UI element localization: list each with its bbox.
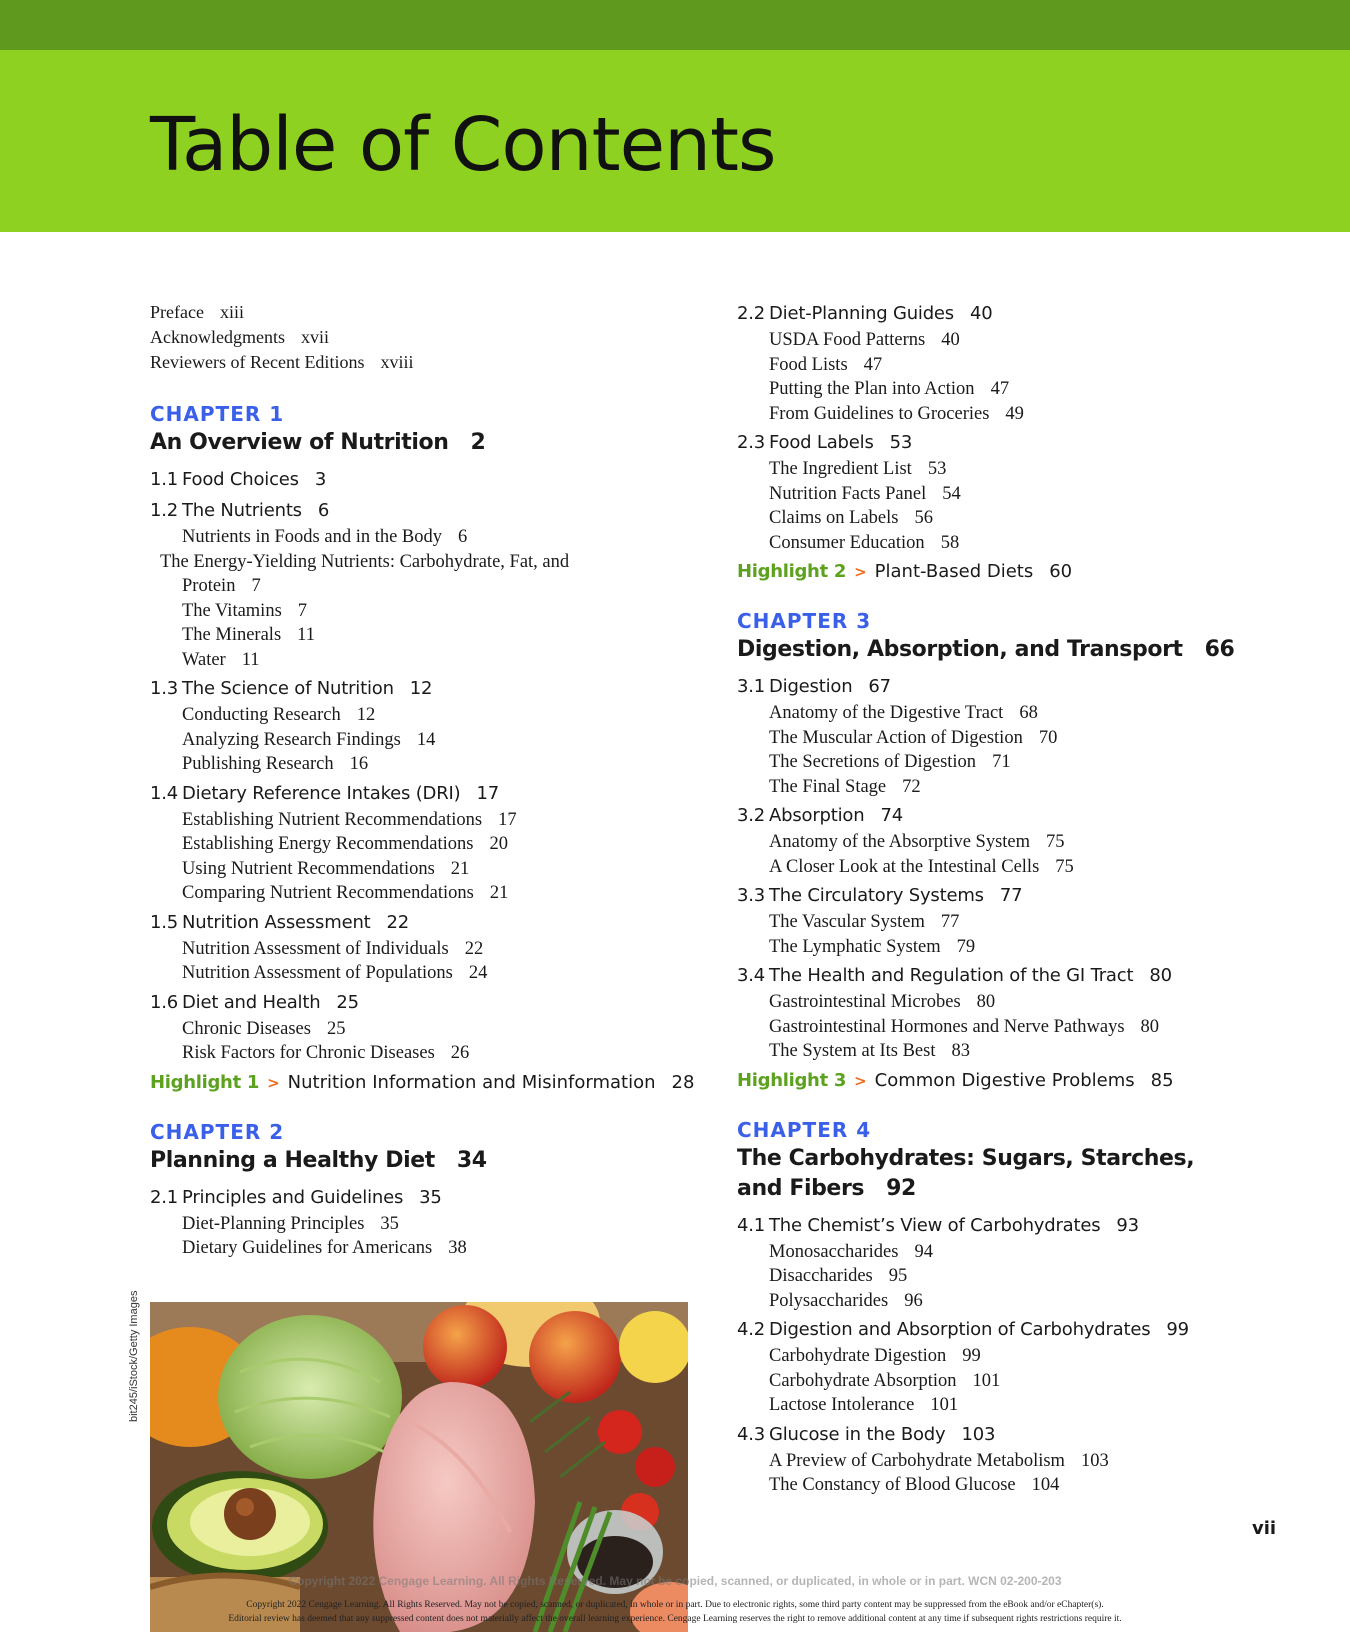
section-1-1 — [150, 466, 690, 494]
subsection-item[interactable] — [769, 457, 1317, 482]
toc-column-left — [150, 300, 695, 1264]
subsection-item[interactable] — [769, 353, 1317, 378]
subsection-title: Analyzing Research Findings — [182, 729, 401, 750]
section-number: 2.2 — [737, 303, 766, 324]
subsection-title: The Minerals — [182, 625, 282, 645]
arrow-right-icon: > — [854, 563, 867, 581]
subsection-item[interactable] — [769, 750, 1317, 775]
section-number: 2.3 — [737, 432, 766, 453]
subsection-title: Gastrointestinal Microbes — [769, 992, 961, 1012]
section-title-text: Principles and Guidelines — [182, 1186, 404, 1208]
section-title-text: Glucose in the Body — [769, 1423, 946, 1445]
section-title-text: Absorption — [769, 805, 865, 826]
subsection-page: 38 — [448, 1238, 467, 1258]
section-number: 3.3 — [737, 885, 766, 906]
section-number: 1.2 — [150, 500, 179, 521]
subsection-list — [150, 1212, 690, 1261]
subsection-page: 11 — [241, 649, 260, 670]
section-page: 6 — [317, 500, 330, 521]
section-title[interactable] — [737, 802, 1317, 830]
subsection-page: 68 — [1019, 703, 1038, 723]
subsection-page: 14 — [416, 729, 436, 750]
subsection-item[interactable] — [769, 506, 1317, 531]
section-page: 12 — [409, 678, 433, 699]
section-page: 77 — [999, 885, 1023, 906]
section-number: 3.2 — [737, 805, 766, 826]
chapter-title-line-1: The Carbohydrates: Sugars, Starches, — [737, 1145, 1195, 1171]
subsection-page: 83 — [951, 1041, 970, 1061]
subsection-item[interactable] — [182, 857, 690, 882]
section-title[interactable] — [737, 962, 1317, 990]
entry-title: Reviewers of Recent Editions — [150, 352, 365, 372]
section-title-text: Digestion and Absorption of Carbohydrates — [769, 1319, 1151, 1340]
subsection-title: The Ingredient List — [769, 459, 912, 479]
entry-page: xvii — [300, 327, 329, 347]
subsection-list — [150, 937, 690, 986]
page-title: Table of Contents — [150, 102, 776, 188]
subsection-list — [737, 328, 1317, 426]
subsection-title: Nutrition Facts Panel — [769, 483, 927, 504]
subsection-item[interactable] — [769, 701, 1317, 726]
subsection-title: Using Nutrient Recommendations — [182, 858, 435, 879]
subsection-item[interactable] — [182, 1041, 690, 1066]
subsection-list — [737, 1240, 1317, 1314]
section-title[interactable] — [737, 1316, 1317, 1344]
section-title[interactable] — [737, 673, 1317, 701]
subsection-page: 80 — [976, 992, 996, 1012]
section-title[interactable] — [150, 497, 690, 525]
section-2-1 — [150, 1184, 690, 1261]
subsection-page: 96 — [904, 1290, 923, 1311]
chapter-2-continued — [737, 300, 1317, 586]
highlight-page: 28 — [671, 1071, 695, 1093]
section-1-6 — [150, 989, 690, 1066]
subsection-item[interactable] — [769, 1473, 1317, 1498]
chapter-page: 2 — [470, 430, 486, 455]
subsection-title: Establishing Energy Recommendations — [182, 834, 474, 854]
front-matter — [150, 300, 690, 375]
subsection-page: 56 — [914, 508, 933, 528]
subsection-title: Monosaccharides — [769, 1241, 899, 1262]
section-page: 99 — [1166, 1319, 1189, 1340]
subsection-title: The Muscular Action of Digestion — [769, 727, 1023, 748]
arrow-right-icon: > — [854, 1071, 867, 1090]
section-page: 93 — [1116, 1214, 1139, 1236]
chapter-3 — [737, 608, 1317, 1095]
section-number: 3.4 — [737, 965, 766, 986]
chapter-2 — [150, 1119, 690, 1261]
subsection-item[interactable] — [182, 1236, 690, 1261]
subsection-title: The Energy-Yielding Nutrients: Carbohydrate, Fat, and Protein — [160, 551, 570, 596]
subsection-item[interactable] — [769, 935, 1317, 960]
chapter-title[interactable] — [150, 1146, 690, 1176]
subsection-list — [150, 703, 690, 777]
section-title[interactable] — [150, 780, 690, 808]
subsection-page: 21 — [489, 883, 509, 903]
subsection-page: 75 — [1046, 832, 1065, 852]
subsection-item[interactable] — [182, 832, 690, 857]
section-4-2 — [737, 1316, 1317, 1418]
highlight-label: Highlight 3 — [737, 1069, 847, 1091]
section-page: 103 — [961, 1423, 996, 1445]
section-page: 53 — [889, 432, 913, 453]
subsection-title: Anatomy of the Digestive Tract — [769, 703, 1004, 723]
subsection-title: Chronic Diseases — [182, 1018, 311, 1039]
entry-title: Preface — [150, 302, 204, 322]
subsection-page: 77 — [940, 912, 960, 932]
section-title-text: Food Labels — [769, 432, 874, 453]
subsection-list — [737, 990, 1317, 1064]
chapter-title-text: Planning a Healthy Diet — [150, 1147, 435, 1173]
footer-copyright-line-2: Editorial review has deemed that any suppressed content does not materially affect the overall learning experience. Cengage Learning reserves the right to remove additional content at any time if subsequent rights restrictions require it. — [228, 1614, 1122, 1624]
subsection-page: 26 — [450, 1043, 470, 1063]
subsection-item[interactable] — [182, 752, 690, 777]
subsection-item[interactable] — [769, 990, 1317, 1015]
section-number: 3.1 — [737, 676, 766, 697]
subsection-page: 47 — [990, 379, 1010, 399]
highlight-title: Nutrition Information and Misinformation — [287, 1071, 656, 1093]
subsection-item[interactable] — [769, 402, 1317, 427]
toc-entry-preface[interactable] — [150, 300, 690, 325]
subsection-title: Putting the Plan into Action — [769, 379, 975, 399]
subsection-item[interactable] — [769, 1289, 1317, 1314]
subsection-title: The Vitamins — [182, 600, 282, 621]
subsection-title: The Constancy of Blood Glucose — [769, 1475, 1016, 1495]
subsection-page: 24 — [468, 963, 488, 983]
chapter-title-text: Digestion, Absorption, and Transport — [737, 637, 1183, 662]
subsection-title: From Guidelines to Groceries — [769, 403, 990, 424]
subsection-page: 47 — [863, 354, 883, 375]
chapter-title[interactable] — [150, 428, 690, 458]
subsection-title: The System at Its Best — [769, 1041, 936, 1061]
subsection-title: Gastrointestinal Hormones and Nerve Pathways — [769, 1016, 1125, 1037]
subsection-page: 11 — [297, 625, 315, 645]
subsection-page: 6 — [458, 527, 468, 547]
subsection-page: 12 — [356, 705, 376, 725]
subsection-title: The Secretions of Digestion — [769, 752, 977, 772]
subsection-page: 7 — [297, 600, 308, 621]
subsection-item[interactable] — [182, 525, 690, 550]
subsection-item[interactable] — [769, 1369, 1317, 1394]
subsection-item[interactable] — [769, 1240, 1317, 1265]
subsection-title: Carbohydrate Digestion — [769, 1346, 947, 1366]
section-3-1 — [737, 673, 1317, 799]
subsection-title: The Vascular System — [769, 912, 925, 932]
subsection-item[interactable] — [182, 961, 690, 986]
subsection-item[interactable] — [182, 599, 690, 624]
footer-copyright-line-1: Copyright 2022 Cengage Learning. All Rights Reserved. May not be copied, scanned, or duplicated, in whole or in part. Due to electronic rights, some third party content may be suppressed from the eBook and/or eChapter(s). — [246, 1600, 1104, 1610]
arrow-right-icon: > — [267, 1073, 280, 1092]
subsection-page: 79 — [956, 936, 976, 957]
section-number: 4.1 — [737, 1214, 766, 1236]
subsection-page: 101 — [930, 1395, 959, 1415]
subsection-item[interactable] — [769, 910, 1317, 935]
chapter-label: CHAPTER 2 — [150, 1119, 285, 1144]
subsection-list — [737, 830, 1317, 879]
subsection-item[interactable] — [769, 1015, 1317, 1040]
toc-entry-reviewers[interactable] — [150, 350, 690, 375]
subsection-title: USDA Food Patterns — [769, 330, 926, 350]
subsection-item[interactable] — [182, 703, 690, 728]
subsection-title: A Preview of Carbohydrate Metabolism — [769, 1450, 1065, 1471]
chapter-label: CHAPTER 1 — [150, 402, 285, 426]
photo-credit: bit245/iStock/Getty Images — [128, 1290, 140, 1422]
subsection-title: Food Lists — [769, 354, 848, 375]
subsection-page: 94 — [914, 1241, 933, 1262]
page-number: vii — [1252, 1518, 1277, 1539]
subsection-item[interactable] — [769, 1449, 1317, 1474]
subsection-list — [150, 1017, 690, 1066]
section-3-2 — [737, 802, 1317, 879]
subsection-page: 101 — [972, 1370, 1001, 1391]
highlight-title: Common Digestive Problems — [874, 1069, 1135, 1091]
chapter-page: 92 — [886, 1175, 916, 1201]
section-title[interactable] — [150, 1184, 690, 1212]
section-number: 4.2 — [737, 1319, 766, 1340]
section-title[interactable] — [150, 675, 690, 703]
subsection-title: Carbohydrate Absorption — [769, 1370, 957, 1391]
section-title-text: Diet and Health — [182, 991, 321, 1013]
subsection-title: The Final Stage — [769, 776, 887, 797]
chapter-title[interactable] — [737, 1144, 1317, 1204]
section-3-4 — [737, 962, 1317, 1064]
subsection-item[interactable] — [769, 830, 1317, 855]
subsection-page: 16 — [349, 754, 369, 774]
section-2-3 — [737, 429, 1317, 555]
subsection-page: 95 — [888, 1266, 908, 1286]
subsection-page: 71 — [992, 752, 1011, 772]
subsection-page: 75 — [1055, 856, 1074, 877]
section-title-text: The Circulatory Systems — [769, 885, 984, 906]
subsection-list — [737, 701, 1317, 799]
highlight-page: 85 — [1150, 1069, 1174, 1091]
section-1-2 — [150, 497, 690, 672]
highlight-1[interactable] — [150, 1069, 695, 1097]
chapter-4 — [737, 1117, 1317, 1498]
subsection-title: Comparing Nutrient Recommendations — [182, 883, 474, 903]
subsection-page: 17 — [498, 809, 517, 830]
section-page: 3 — [314, 469, 327, 490]
subsection-page: 58 — [940, 532, 960, 553]
subsection-title: Lactose Intolerance — [769, 1395, 915, 1415]
section-number: 1.5 — [150, 911, 179, 933]
subsection-title: Establishing Nutrient Recommendations — [182, 809, 483, 830]
entry-title: Acknowledgments — [150, 327, 285, 347]
section-title[interactable] — [737, 882, 1317, 910]
section-2-2 — [737, 300, 1317, 426]
subsection-page: 20 — [489, 834, 509, 854]
subsection-item[interactable] — [769, 328, 1317, 353]
section-number: 1.3 — [150, 678, 179, 699]
subsection-item[interactable] — [182, 937, 690, 962]
subsection-item[interactable] — [769, 1039, 1317, 1064]
subsection-page: 25 — [326, 1018, 346, 1039]
section-title-text: The Chemist’s View of Carbohydrates — [769, 1214, 1101, 1236]
subsection-page: 70 — [1038, 727, 1058, 748]
copyright-watermark: Copyright 2022 Cengage Learning. All Rights Reserved. May not be copied, scanned, or duplicated, in whole or in part. WCN 02-200-203 — [288, 1574, 1062, 1588]
subsection-title: Disaccharides — [769, 1266, 873, 1286]
subsection-item[interactable] — [769, 855, 1317, 880]
subsection-page: 22 — [464, 938, 484, 959]
subsection-item[interactable] — [182, 623, 690, 648]
subsection-item[interactable] — [769, 482, 1317, 507]
highlight-label: Highlight 2 — [737, 561, 847, 582]
section-1-5 — [150, 909, 690, 986]
section-4-3 — [737, 1421, 1317, 1498]
subsection-item[interactable] — [769, 1393, 1317, 1418]
subsection-title: Risk Factors for Chronic Diseases — [182, 1043, 435, 1063]
subsection-item[interactable] — [160, 550, 652, 599]
section-page: 22 — [386, 911, 410, 933]
highlight-title: Plant-Based Diets — [874, 561, 1034, 582]
subsection-page: 40 — [941, 330, 960, 350]
chapter-page: 34 — [456, 1147, 487, 1173]
section-title[interactable] — [737, 429, 1317, 457]
subsection-title: Anatomy of the Absorptive System — [769, 832, 1031, 852]
subsection-item[interactable] — [182, 1212, 690, 1237]
entry-page: xviii — [380, 352, 414, 372]
subsection-item[interactable] — [769, 775, 1317, 800]
section-page: 80 — [1149, 965, 1172, 986]
subsection-item[interactable] — [769, 531, 1317, 556]
section-number: 2.1 — [150, 1186, 179, 1208]
subsection-page: 49 — [1005, 403, 1024, 424]
subsection-page: 103 — [1080, 1450, 1109, 1471]
subsection-title: Dietary Guidelines for Americans — [182, 1238, 433, 1258]
chapter-title-text: An Overview of Nutrition — [150, 430, 449, 455]
section-1-4 — [150, 780, 690, 906]
chapter-page: 66 — [1204, 637, 1235, 662]
subsection-title: Consumer Education — [769, 532, 925, 553]
section-1-3 — [150, 675, 690, 777]
section-number: 1.4 — [150, 782, 179, 804]
section-page: 25 — [336, 991, 359, 1013]
section-title-text: The Nutrients — [182, 500, 302, 521]
subsection-list — [737, 1449, 1317, 1498]
highlight-2[interactable] — [737, 558, 1317, 586]
toc-entry-acknowledgments[interactable] — [150, 325, 690, 350]
highlight-label: Highlight 1 — [150, 1071, 260, 1093]
section-number: 1.6 — [150, 991, 179, 1013]
section-title-text: Nutrition Assessment — [182, 911, 371, 933]
section-title-text: The Science of Nutrition — [182, 678, 394, 699]
subsection-item[interactable] — [769, 726, 1317, 751]
chapter-title[interactable] — [737, 635, 1317, 665]
section-title-text: Food Choices — [182, 469, 299, 490]
subsection-title: Nutrition Assessment of Populations — [182, 963, 453, 983]
section-title[interactable] — [737, 300, 1317, 328]
section-title-text: The Health and Regulation of the GI Tract — [769, 965, 1134, 986]
subsection-list — [737, 910, 1317, 959]
subsection-title: Nutrients in Foods and in the Body — [182, 527, 443, 547]
subsection-title: Polysaccharides — [769, 1290, 889, 1311]
subsection-item[interactable] — [769, 1344, 1317, 1369]
section-page: 17 — [476, 782, 499, 804]
subsection-list — [737, 457, 1317, 555]
section-number: 1.1 — [150, 469, 179, 490]
subsection-title: Publishing Research — [182, 754, 334, 774]
highlight-3[interactable] — [737, 1067, 1317, 1095]
section-page: 40 — [969, 303, 993, 324]
section-title[interactable] — [150, 909, 690, 937]
chapter-label: CHAPTER 3 — [737, 609, 872, 633]
subsection-page: 104 — [1031, 1475, 1060, 1495]
subsection-page: 80 — [1140, 1016, 1160, 1037]
subsection-list — [150, 525, 690, 672]
section-number: 4.3 — [737, 1423, 766, 1445]
subsection-title: A Closer Look at the Intestinal Cells — [769, 856, 1040, 877]
chapter-1 — [150, 401, 695, 1097]
section-title[interactable] — [737, 1421, 1317, 1449]
subsection-page: 54 — [942, 483, 961, 504]
subsection-title: The Lymphatic System — [769, 936, 941, 957]
section-title-text: Digestion — [769, 676, 853, 697]
subsection-page: 72 — [902, 776, 921, 797]
section-4-1 — [737, 1212, 1317, 1314]
subsection-list — [737, 1344, 1317, 1418]
entry-page: xiii — [219, 302, 244, 322]
subsection-page: 99 — [962, 1346, 981, 1366]
chapter-title-line-2: and Fibers — [737, 1175, 865, 1201]
section-page: 74 — [880, 805, 903, 826]
subsection-item[interactable] — [182, 808, 690, 833]
chapter-label: CHAPTER 4 — [737, 1117, 872, 1142]
subsection-item[interactable] — [182, 1017, 690, 1042]
section-title[interactable] — [150, 466, 690, 494]
section-title[interactable] — [737, 1212, 1317, 1240]
subsection-item[interactable] — [182, 881, 690, 906]
subsection-item[interactable] — [182, 728, 690, 753]
subsection-page: 7 — [251, 576, 261, 596]
header-band-dark — [0, 0, 1350, 50]
subsection-title: Nutrition Assessment of Individuals — [182, 938, 449, 959]
section-title[interactable] — [150, 989, 690, 1017]
subsection-title: Conducting Research — [182, 705, 341, 725]
subsection-title: Water — [182, 649, 226, 670]
highlight-page: 60 — [1049, 561, 1073, 582]
subsection-item[interactable] — [182, 648, 690, 673]
subsection-title: Diet-Planning Principles — [182, 1213, 365, 1234]
subsection-title: Claims on Labels — [769, 508, 899, 528]
subsection-list — [150, 808, 690, 906]
section-page: 67 — [868, 676, 891, 697]
section-3-3 — [737, 882, 1317, 959]
section-title-text: Diet-Planning Guides — [769, 303, 954, 324]
subsection-page: 53 — [927, 459, 947, 479]
subsection-item[interactable] — [769, 1264, 1317, 1289]
subsection-page: 35 — [380, 1213, 399, 1234]
subsection-item[interactable] — [769, 377, 1317, 402]
section-title-text: Dietary Reference Intakes (DRI) — [182, 782, 461, 804]
section-page: 35 — [419, 1186, 442, 1208]
toc-column-right — [737, 300, 1317, 1501]
subsection-page: 21 — [450, 858, 470, 879]
